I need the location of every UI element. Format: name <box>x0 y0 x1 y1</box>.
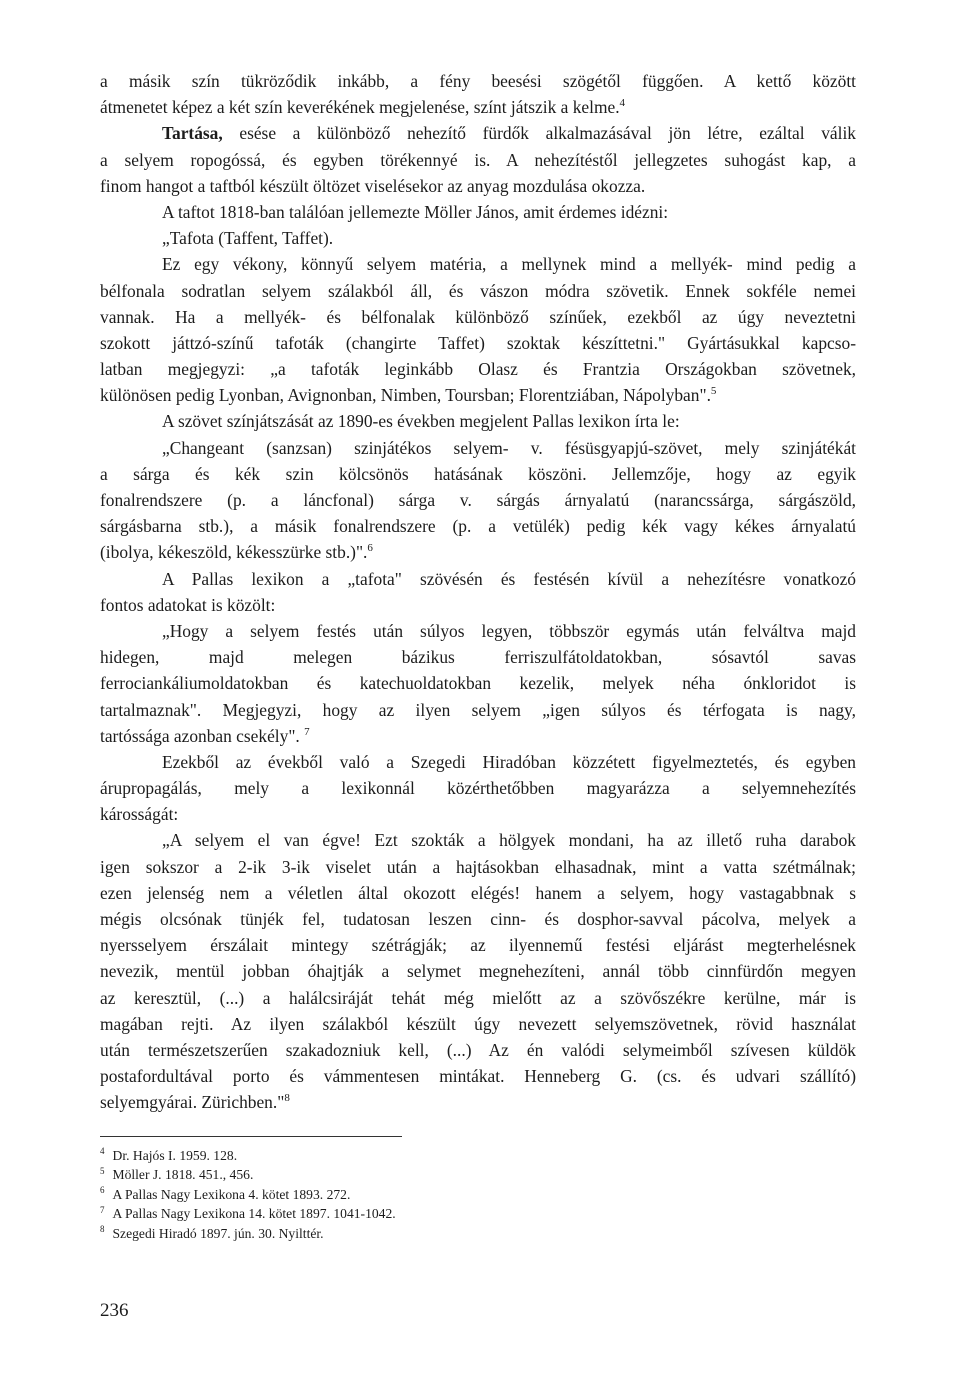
body-line <box>100 880 856 906</box>
footnote <box>100 1165 396 1184</box>
body-line <box>100 775 856 801</box>
line-text: árupropagálás, mely a lexikonnál közérthetőbben magyarázza a selyemnehezítés <box>100 778 856 799</box>
line-text: a selyem ropogóssá, és egyben törékennyé is. A nehezítéstől jellegzetes suhogást kap, a <box>100 149 856 170</box>
body-line <box>100 697 856 723</box>
footnote-text: Dr. Hajós I. 1959. 128. <box>112 1148 238 1163</box>
footnote <box>100 1224 396 1243</box>
page-number: 236 <box>100 1300 129 1321</box>
line-text: postafordultával porto és vámmentesen mintákat. Henneberg G. (cs. és udvari szállító) <box>100 1066 856 1087</box>
line-text: (ibolya, kékeszöld, kékesszürke stb.)". <box>100 542 368 563</box>
line-text: vannak. Ha a mellyék- és bélfonalak különböző színűek, ezekből az úgy neveztetni <box>100 306 856 327</box>
line-text: Ezekből az évekből való a Szegedi Hiradóban közzétett figyelmeztetés, és egyben <box>162 751 856 772</box>
body-line <box>100 513 856 539</box>
line-text: nyersselyem érszálait mintegy szétrágják; az ilyennemű festési eljárást megterhelésnek <box>100 935 856 956</box>
body-line <box>100 539 856 565</box>
body-line <box>100 173 856 199</box>
line-text: esése a különböző nehezítő fürdők alkalmazásával jön létre, ezáltal válik <box>222 123 856 144</box>
line-text: tartalmaznak". Megjegyzi, hogy az ilyen selyem „igen súlyos és térfogata is nagy, <box>100 699 856 720</box>
line-text: „Changeant (sanzsan) szinjátékos selyem- v. fésüsgyapjú-szövet, mely szinjátékát <box>162 437 856 458</box>
body-line <box>100 487 856 513</box>
line-text: fonalrendszere (p. a láncfonal) sárga v. sárgás árnyalatú (narancssárga, sárgászöld, <box>100 490 856 510</box>
body-line <box>100 225 856 251</box>
line-text: fontos adatokat is közölt: <box>100 594 276 615</box>
footnote-number: 4 <box>100 1146 105 1157</box>
line-text: különösen pedig Lyonban, Avignonban, Nimben, Toursban; Florentziában, Nápolyban". <box>100 385 711 406</box>
body-line <box>100 304 856 330</box>
body-line <box>100 147 856 173</box>
line-text: finom hangot a taftból készült öltözet viselésekor az anyag mozdulása okozza. <box>100 175 646 196</box>
body-line <box>100 723 856 749</box>
line-text: Ez egy vékony, könnyű selyem matéria, a mellynek mind a mellyék- mind pedig a <box>162 254 856 275</box>
line-text: A szövet színjátszását az 1890-es években megjelent Pallas lexikon írta le: <box>162 411 680 432</box>
footnote-ref: 4 <box>619 97 626 110</box>
footnote-ref: 7 <box>304 725 310 738</box>
line-text: után természetszerűen szakadozniuk kell, (...) Az én valódi selymeimből szívesen küldök <box>100 1039 856 1060</box>
footnote-ref: 8 <box>284 1092 290 1105</box>
footnote <box>100 1146 396 1165</box>
line-text: tartóssága azonban csekély". <box>100 725 305 746</box>
body-line <box>100 854 856 880</box>
body-line <box>100 985 856 1011</box>
line-text: nevezik, mentül jobban óhajtják a selymet megnehezíteni, annál több cinnfürdőn megyen <box>100 961 856 982</box>
footnote-ref: 6 <box>367 542 373 555</box>
line-text: ferrociankáliumoldatokban és katechuoldatokban kezelik, melyek néha ónkloridot is <box>100 673 856 694</box>
footnote-number: 6 <box>100 1185 105 1196</box>
body-line <box>100 644 856 670</box>
body-line <box>100 932 856 958</box>
line-text: ezen jelenség nem a véletlen által okozott elégés! hanem a selyem, hogy vastagabbnak s <box>100 882 856 903</box>
line-text: latban megjegyzi: „a tafoták leginkább Olasz és Frantzia Országokban szövetnek, <box>100 359 856 380</box>
footnote-number: 7 <box>100 1204 105 1215</box>
line-text: szokott játtzó-színű tafoták (changirte Taffet) szoktak készíttetni." Gyártásukkal kapcso- <box>100 332 856 353</box>
footnote <box>100 1185 396 1204</box>
body-line <box>100 461 856 487</box>
body-line <box>100 566 856 592</box>
body-line <box>100 68 856 94</box>
line-text: bélfonala sodratlan selyem szálakból áll, és vászon módra szövetik. Ennek sokféle nemei <box>100 280 856 301</box>
body-text <box>100 68 856 1116</box>
footnote-divider <box>100 1136 402 1137</box>
body-line <box>100 1037 856 1063</box>
footnote-number: 5 <box>100 1165 105 1176</box>
footnote <box>100 1204 396 1223</box>
line-text: A Pallas lexikon a „tafota" szövésén és festésén kívül a nehezítésre vonatkozó <box>162 568 856 589</box>
body-line <box>100 618 856 644</box>
bold-term: Tartása, <box>162 123 223 144</box>
footnote-text: Möller J. 1818. 451., 456. <box>112 1167 254 1183</box>
line-text: átmenetet képez a két szín keverékének megjelenése, színt játszik a kelme. <box>100 97 620 118</box>
line-text: „A selyem el van égve! Ezt szokták a hölgyek mondani, ha az illető ruha darabok <box>162 830 856 851</box>
body-line <box>100 278 856 304</box>
line-text: igen sokszor a 2-ik 3-ik viselet után a hajtásokban elhasadnak, mint a vatta szétmálnak; <box>100 856 856 877</box>
body-line <box>100 906 856 932</box>
line-text: „Tafota (Taffent, Taffet). <box>162 228 334 249</box>
line-text: az keresztül, (...) a halálcsiráját tehát még mielőtt az a szövőszékre kerülne, már is <box>100 987 856 1008</box>
line-text: A taftot 1818-ban találóan jellemezte Möller János, amit érdemes idézni: <box>162 201 669 222</box>
body-line <box>100 1089 856 1115</box>
footnote-text: Szegedi Hiradó 1897. jún. 30. Nyilttér. <box>112 1225 324 1241</box>
body-line <box>100 670 856 696</box>
body-line <box>100 827 856 853</box>
line-text: a sárga és kék szin kölcsönös hatásának köszöni. Jellemzője, hogy az egyik <box>100 463 856 484</box>
line-text: hidegen, majd melegen bázikus ferriszulfátoldatokban, sósavtól savas <box>100 647 856 668</box>
body-line <box>100 1063 856 1089</box>
line-text: mégis olcsónak tünjék fel, tudatosan leszen cinn- és dosphor-savval pácolva, melyek a <box>100 909 856 929</box>
line-text: károsságát: <box>100 804 179 825</box>
footnote-number: 8 <box>100 1224 105 1235</box>
body-line <box>100 958 856 984</box>
body-line <box>100 251 856 277</box>
body-line <box>100 408 856 434</box>
body-line <box>100 330 856 356</box>
body-line <box>100 801 856 827</box>
line-text: magában rejti. Az ilyen szálakból készült úgy nevezett selyemszövetnek, rövid használat <box>100 1013 856 1034</box>
body-line <box>100 1011 856 1037</box>
body-line <box>100 435 856 461</box>
footnotes <box>100 1146 396 1243</box>
footnote-text: A Pallas Nagy Lexikona 4. kötet 1893. 272. <box>112 1186 351 1202</box>
body-line <box>100 749 856 775</box>
line-text: „Hogy a selyem festés után súlyos legyen, többször egymás után felváltva majd <box>162 620 856 641</box>
body-line <box>100 199 856 225</box>
footnote-ref: 5 <box>710 385 717 398</box>
body-line <box>100 356 856 382</box>
line-text: sárgásbarna stb.), a másik fonalrendszere (p. a vetülék) pedig kék vagy kékes árnyalatú <box>100 516 856 537</box>
footnote-text: A Pallas Nagy Lexikona 14. kötet 1897. 1041-1042. <box>112 1206 396 1222</box>
line-text: selyemgyárai. Zürichben." <box>100 1092 285 1113</box>
body-line <box>100 592 856 618</box>
line-text: a másik szín tükröződik inkább, a fény beesési szögétől függően. A kettő között <box>100 71 856 91</box>
body-line <box>100 382 856 408</box>
body-line <box>100 120 856 146</box>
body-line <box>100 94 856 120</box>
